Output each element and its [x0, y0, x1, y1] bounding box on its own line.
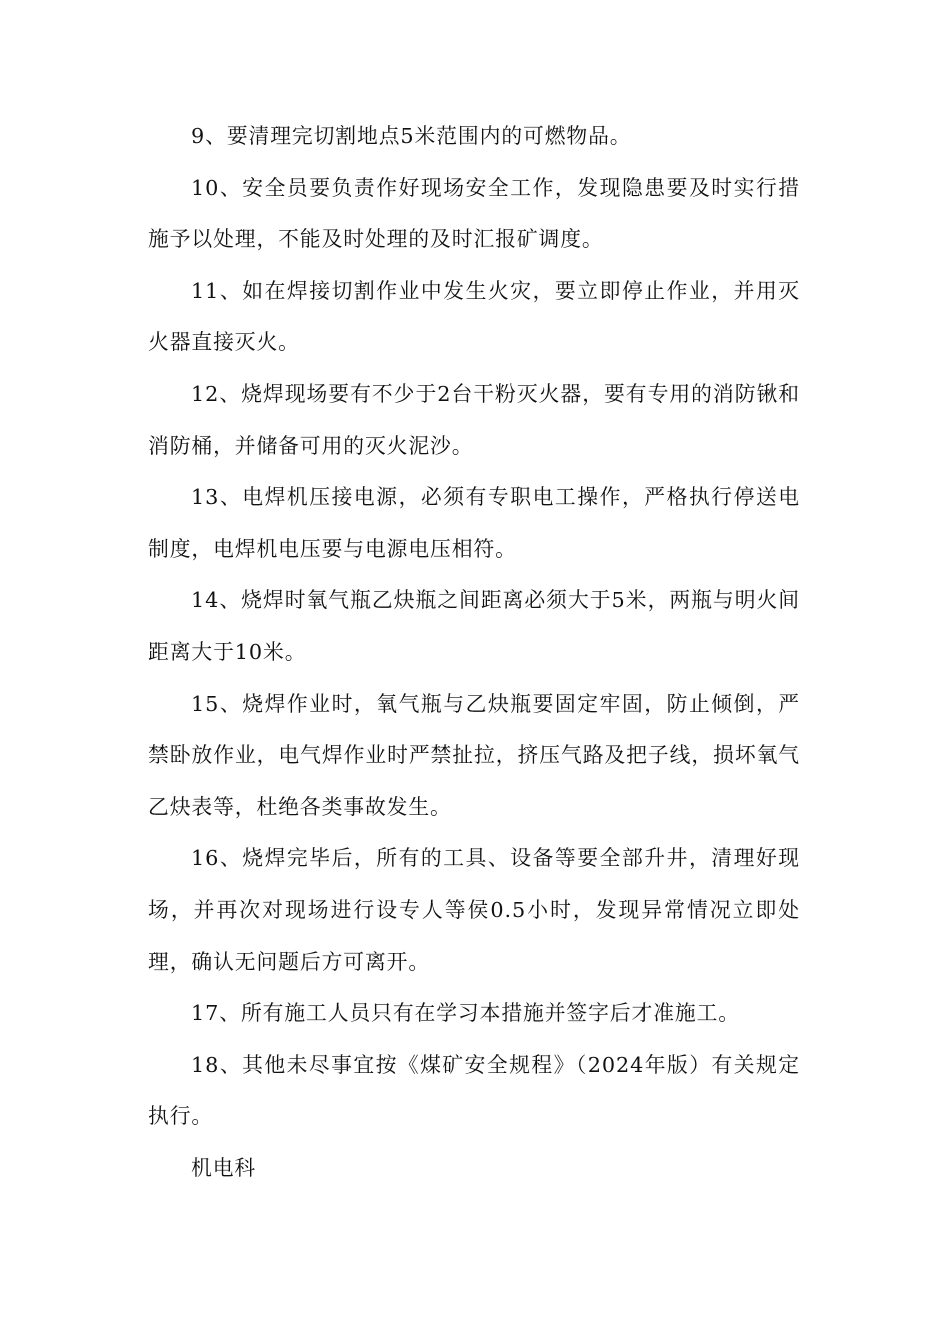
- paragraph-item-11: 11、如在焊接切割作业中发生火灾，要立即停止作业，并用灭火器直接灭火。: [148, 278, 800, 355]
- document-body: [148, 111, 800, 1194]
- paragraph-item-10: 10、安全员要负责作好现场安全工作，发现隐患要及时实行措施予以处理，不能及时处理的及时汇报矿调度。: [148, 175, 800, 252]
- paragraph-item-9: 9、要清理完切割地点5米范围内的可燃物品。: [191, 124, 632, 148]
- paragraph-item-12: 12、烧焊现场要有不少于2台干粉灭火器，要有专用的消防锹和消防桶，并储备可用的灭火泥沙。: [148, 381, 800, 458]
- department-signature: 机电科: [191, 1155, 257, 1180]
- paragraph-item-16: 16、烧焊完毕后，所有的工具、设备等要全部升井，清理好现场，并再次对现场进行设专人等侯0.5小时，发现异常情况立即处理，确认无问题后方可离开。: [148, 846, 800, 974]
- paragraph-item-17: 17、所有施工人员只有在学习本措施并签字后才准施工。: [191, 1001, 740, 1026]
- paragraph-item-14: 14、烧焊时氧气瓶乙炔瓶之间距离必须大于5米，两瓶与明火间距离大于10米。: [148, 588, 800, 664]
- paragraph-item-15: 15、烧焊作业时，氧气瓶与乙炔瓶要固定牢固，防止倾倒，严禁卧放作业，电气焊作业时严禁扯拉，挤压气路及把子线，损坏氧气乙炔表等，杜绝各类事故发生。: [148, 691, 800, 819]
- paragraph-item-13: 13、电焊机压接电源，必须有专职电工操作，严格执行停送电制度，电焊机电压要与电源电压相符。: [148, 485, 800, 561]
- paragraph-item-18: 18、其他未尽事宜按《煤矿安全规程》（2024年版）有关规定执行。: [148, 1052, 800, 1129]
